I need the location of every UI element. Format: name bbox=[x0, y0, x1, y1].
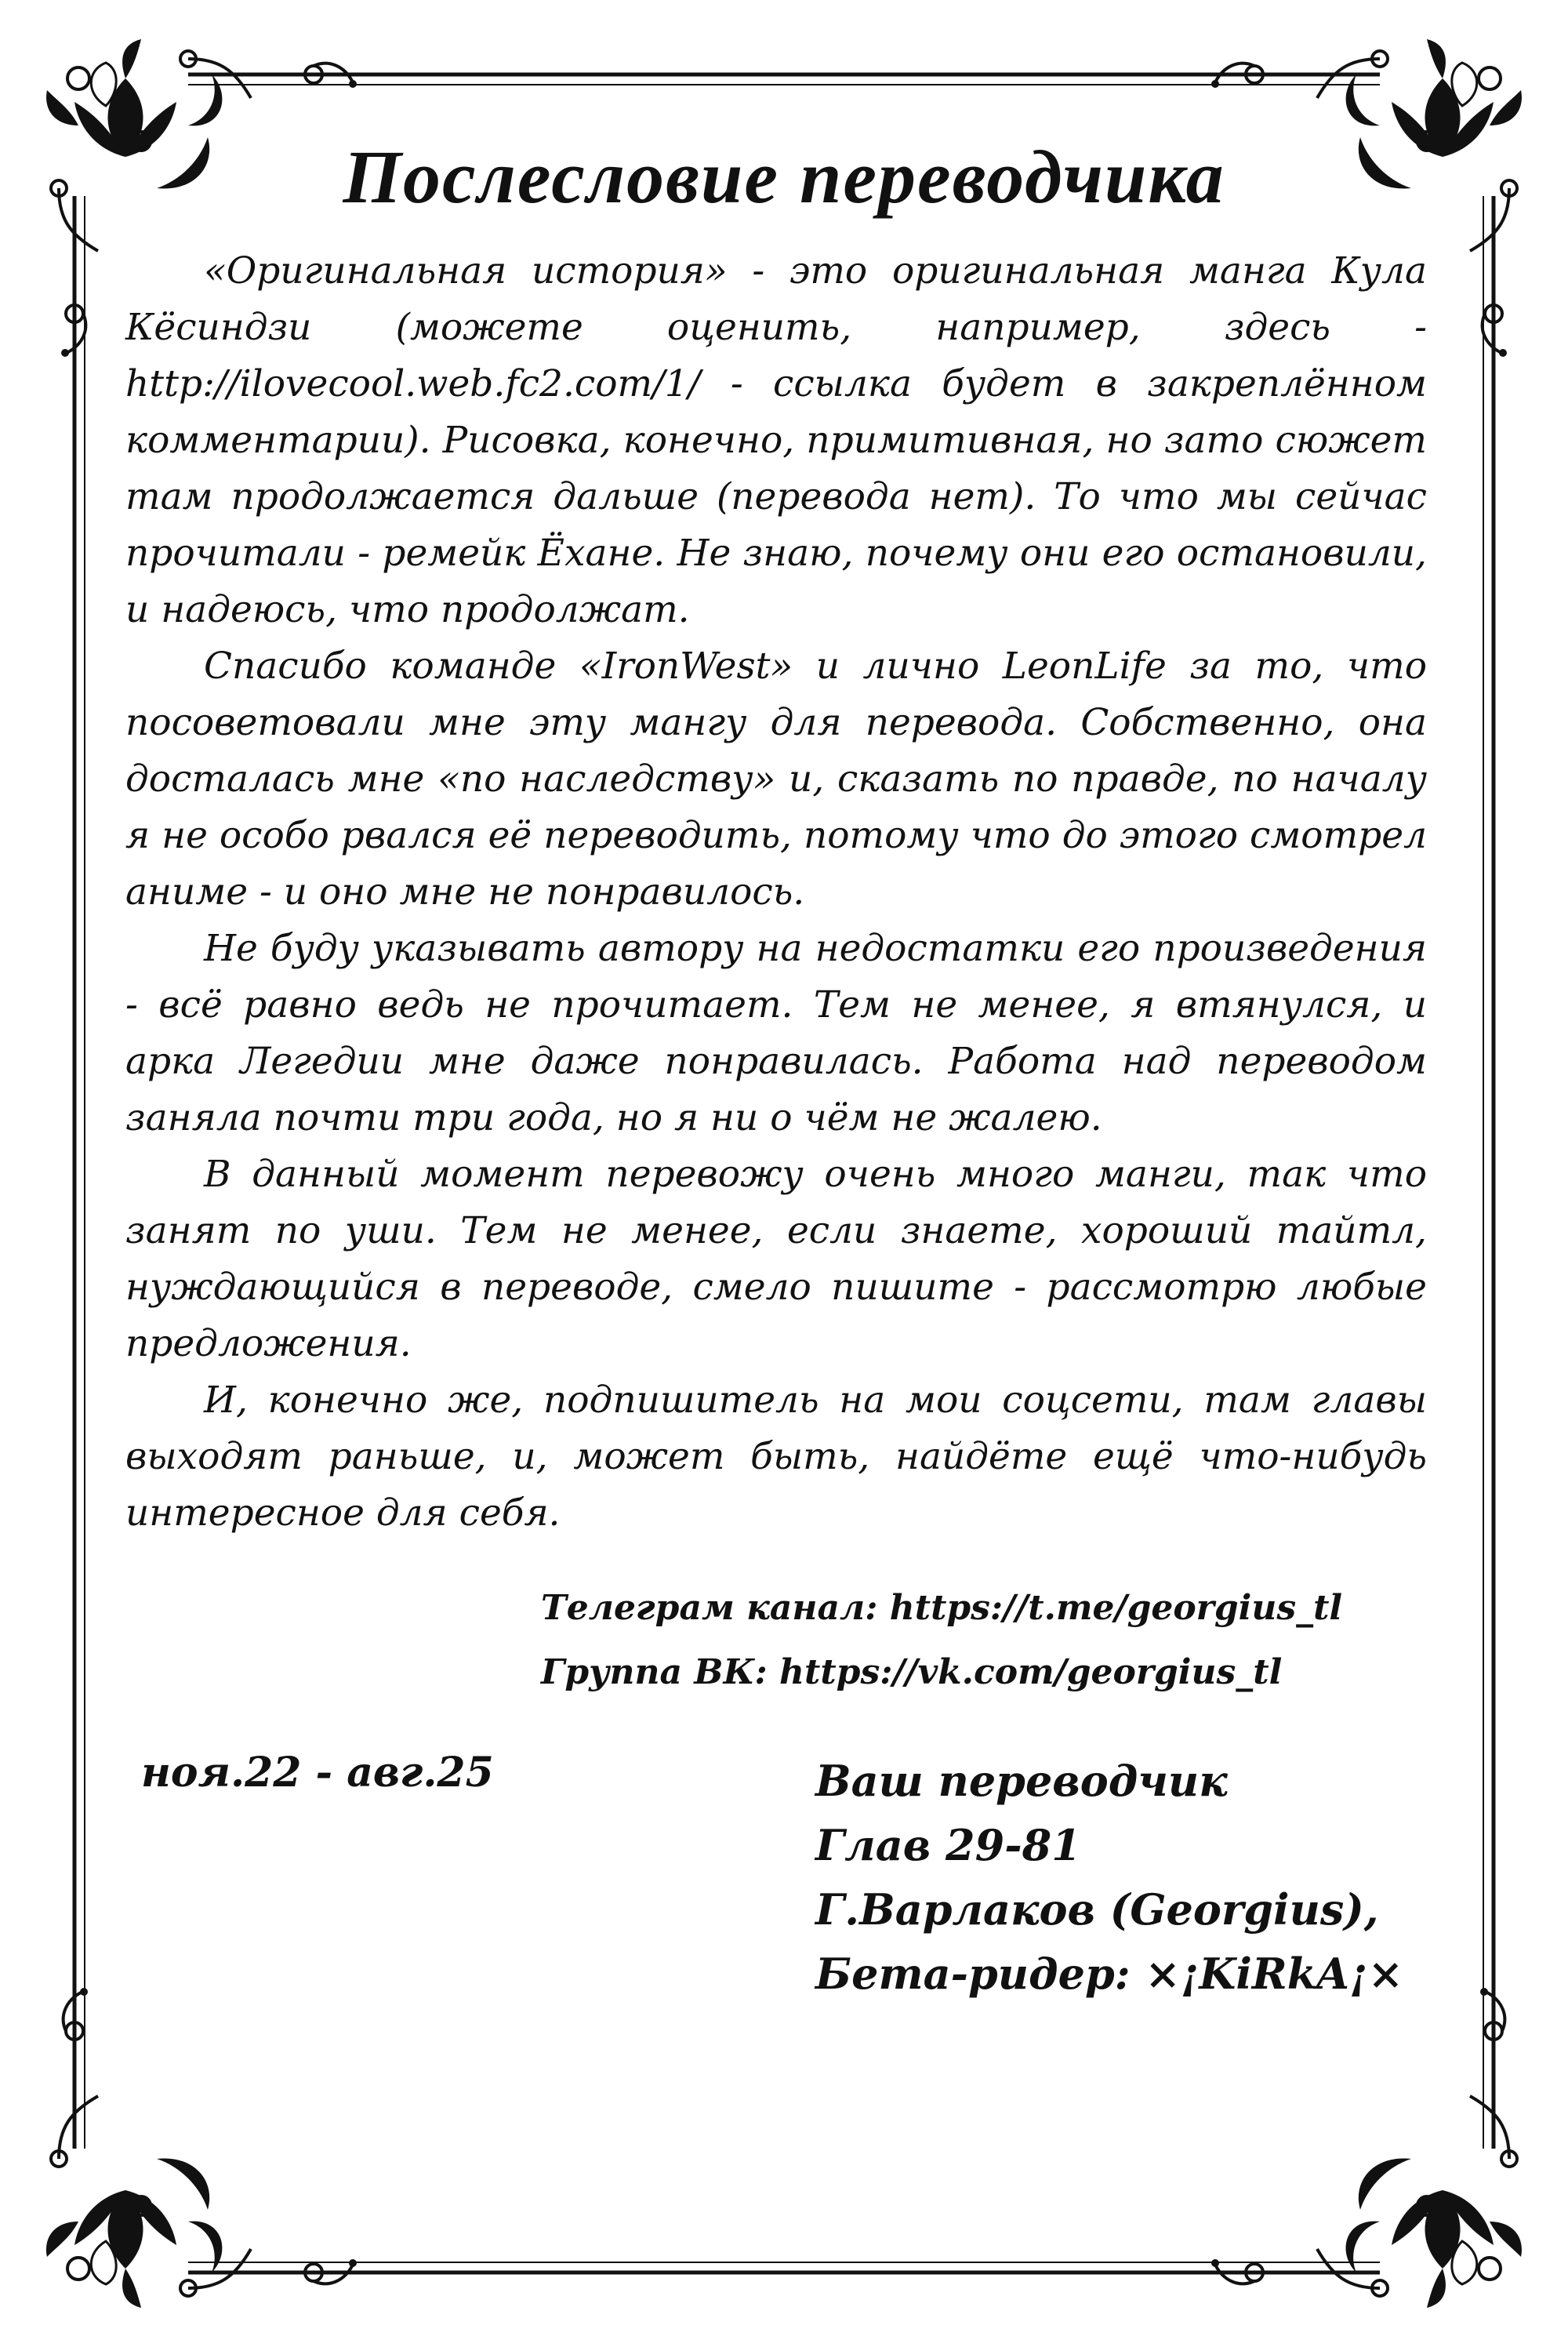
vk-link: Группа ВК: https://vk.com/georgius_tl bbox=[541, 1652, 1283, 1692]
paragraph: И, конечно же, подпишитель на мои соцсети, там главы выходят раньше, и, может быть, найдёте ещё что-нибудь интересное для себя. bbox=[125, 1379, 1427, 1535]
date-range: ноя.22 - авг.25 bbox=[141, 1749, 494, 1797]
paragraph: Спасибо команде «IronWest» и лично LeonLife за то, что посоветовали мне эту мангу для перевода. Собственно, она досталась мне «по наследству» и, сказать по правде, по началу я не особо рвался её переводить, потому что до этого смотрел аниме - и оно мне не понравилось. bbox=[125, 645, 1427, 914]
signature-line: Бета-ридер: ×¡KiRkA¡× bbox=[815, 1949, 1403, 1999]
fleur-de-lis-ornament-icon bbox=[46, 2096, 251, 2308]
signature-line: Глав 29-81 bbox=[815, 1820, 1081, 1870]
signature-line: Г.Варлаков (Georgius), bbox=[815, 1884, 1379, 1935]
paragraph: В данный момент перевожу очень много манги, так что занят по уши. Тем не менее, если знаете, хороший тайтл, нуждающийся в переводе, смело пишите - рассмотрю любые предложения. bbox=[125, 1153, 1427, 1365]
signature-line: Ваш переводчик bbox=[815, 1756, 1228, 1806]
translator-signature bbox=[815, 1749, 1521, 2006]
page-title: Послесловие переводчика bbox=[343, 135, 1225, 219]
fleur-de-lis-ornament-icon bbox=[1317, 2096, 1522, 2308]
afterword-body bbox=[125, 243, 1427, 1542]
paragraph: «Оригинальная история» - это оригинальная манга Кула Кёсиндзи (можете оценить, например, здесь - http://ilovecool.web.fc2.com/1/ - ссылка будет в закреплённом комментарии). Рисовка, конечно, примитивная, но зато сюжет там продолжается дальше (перевода нет). То что мы сейчас прочитали - ремейк Ёхане. Не знаю, почему они его остановили, и надеюсь, что продолжат. bbox=[125, 249, 1427, 631]
paragraph: Не буду указывать автору на недостатки его произведения - всё равно ведь не прочитает. Тем не менее, я втянулся, и арка Легедии мне даже понравилась. Работа над переводом заняла почти три года, но я ни о чём не жалею. bbox=[125, 927, 1427, 1139]
telegram-link: Телеграм канал: https://t.me/georgius_tl bbox=[541, 1588, 1343, 1628]
social-links bbox=[541, 1576, 1482, 1705]
